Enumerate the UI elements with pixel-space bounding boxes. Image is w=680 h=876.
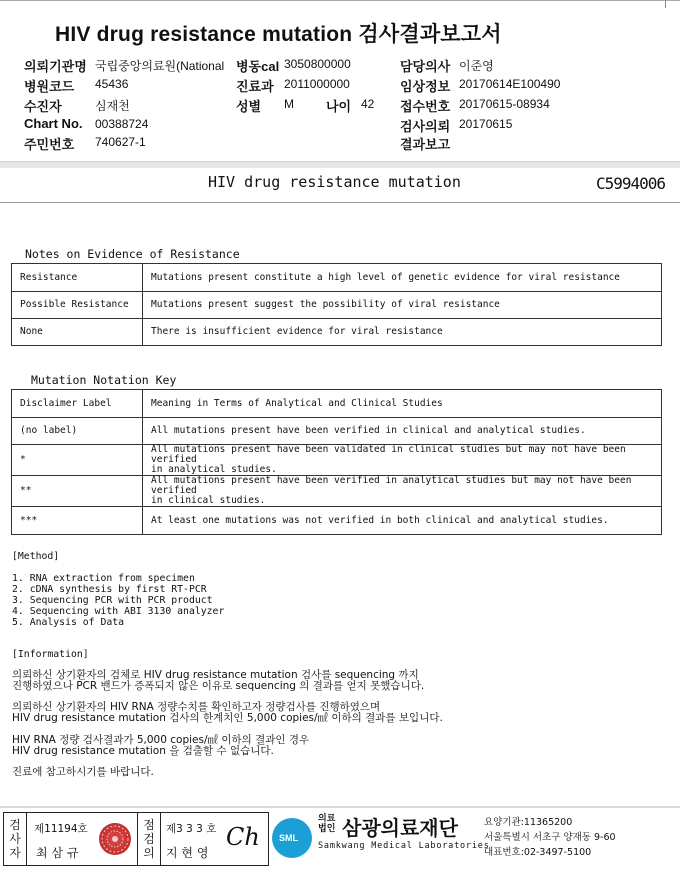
method-step: 4. Sequencing with ABI 3130 analyzer <box>12 606 225 617</box>
method-step: 5. Analysis of Data <box>12 617 125 628</box>
notes-heading: Notes on Evidence of Resistance <box>25 247 240 261</box>
notes-text: There is insufficient evidence for viral resistance <box>143 319 662 346</box>
patient-label: 수진자 <box>24 99 62 114</box>
information-line: HIV RNA 정량 검사결과가 5,000 copies/㎖ 이하의 결과인 경우 <box>12 734 310 746</box>
key-text: All mutations present have been verified in clinical and analytical studies. <box>143 418 662 445</box>
key-text: All mutations present have been validated in clinical studies but may not have been verified <box>151 444 626 465</box>
org-prefix-line: 법인 <box>318 824 336 834</box>
key-text-cell <box>143 445 662 476</box>
sml-logo-icon <box>272 818 312 858</box>
method-step: 1. RNA extraction from specimen <box>12 573 195 584</box>
receipt-no-value: 20170615-08934 <box>459 97 550 111</box>
examiner-char: 자 <box>9 846 21 860</box>
care-institution-no: 요양기관:11365200 <box>484 817 573 828</box>
report-date-label: 결과보고 <box>400 137 451 152</box>
notes-text: Mutations present constitute a high level of genetic evidence for viral resistance <box>143 264 662 292</box>
sex-label: 성별 <box>236 99 262 114</box>
org-english-name: Samkwang Medical Laboratories <box>318 841 490 851</box>
notes-text: Mutations present suggest the possibility of viral resistance <box>143 292 662 319</box>
information-line: 의뢰하신 상기환자의 HIV RNA 정량수치를 확인하고자 정량검사를 진행하였으며 <box>12 701 381 713</box>
key-label: *** <box>12 507 143 535</box>
examiner-license: 제11194호 <box>34 823 88 835</box>
receipt-no-label: 접수번호 <box>400 99 451 114</box>
table-row <box>12 507 662 535</box>
key-label: ** <box>12 476 143 507</box>
table-header-row <box>12 390 662 418</box>
information-heading: [Information] <box>12 649 89 660</box>
report-title: HIV drug resistance mutation 검사결과보고서 <box>55 23 502 46</box>
result-title-rule <box>0 202 680 203</box>
information-line: 진행하였으나 PCR 밴드가 증폭되지 않은 이유로 sequencing 의 결과를 얻지 못했습니다. <box>12 680 425 692</box>
hospital-code-value: 45436 <box>95 77 129 91</box>
examiner-char: 검 <box>9 818 21 832</box>
notes-label: Possible Resistance <box>12 292 143 319</box>
examiner-char: 사 <box>9 832 21 846</box>
column-header: Meaning in Terms of Analytical and Clinical Studies <box>143 390 662 418</box>
org-phone: 대표번호:02-3497-5100 <box>484 847 592 858</box>
key-text: All mutations present have been verified in analytical studies but may not have been verified <box>151 475 632 496</box>
doctor-value: 이준영 <box>459 59 494 73</box>
notes-table <box>11 263 662 346</box>
inspector-char: 검 <box>143 832 155 846</box>
inspector-title <box>138 813 160 860</box>
signature-box <box>3 812 269 866</box>
institution-label: 의뢰기관명 <box>24 59 87 74</box>
key-label: (no label) <box>12 418 143 445</box>
examiner-name: 최 삼 규 <box>36 846 79 860</box>
org-prefix <box>318 814 335 834</box>
resident-no-value: 740627-1 <box>95 135 146 149</box>
seal-pattern-icon <box>99 823 131 855</box>
request-label: 검사의뢰 <box>400 119 451 134</box>
org-prefix-line: 의료 <box>318 814 336 824</box>
org-address: 서울특별시 서초구 양재동 9-60 <box>484 832 616 843</box>
key-text-cell <box>143 476 662 507</box>
sex-value: M <box>284 97 294 111</box>
inspector-char: 점 <box>143 818 155 832</box>
information-line: 진료에 참고하시기를 바랍니다. <box>12 766 154 778</box>
key-text: At least one mutations was not verified in both clinical and analytical studies. <box>143 507 662 535</box>
examiner-title-cell <box>4 813 27 865</box>
section-divider <box>0 161 680 168</box>
clinical-info-value: 20170614E100490 <box>459 77 561 91</box>
method-step: 3. Sequencing PCR with PCR product <box>12 595 213 606</box>
inspector-license: 제3 3 3 호 <box>166 823 217 835</box>
logo-text: SML <box>279 833 298 843</box>
hospital-code-label: 병원코드 <box>24 79 75 94</box>
inspector-name: 지 현 영 <box>166 846 209 860</box>
column-header: Disclaimer Label <box>12 390 143 418</box>
resident-no-label: 주민번호 <box>24 137 75 152</box>
signature: Ch <box>226 823 260 851</box>
key-heading: Mutation Notation Key <box>31 373 177 387</box>
information-line: HIV drug resistance mutation 검사의 한계치인 5,000 copies/㎖ 이하의 결과를 보입니다. <box>12 712 443 724</box>
chart-no-value: 00388724 <box>95 117 149 131</box>
ward-value: 3050800000 <box>284 57 351 71</box>
key-label: * <box>12 445 143 476</box>
method-heading: [Method] <box>12 551 60 562</box>
table-row <box>12 264 662 292</box>
examiner-title <box>4 813 26 860</box>
top-tick <box>665 0 666 8</box>
footer-divider <box>0 806 680 808</box>
method-step: 2. cDNA synthesis by first RT-PCR <box>12 584 207 595</box>
key-text-cont: in analytical studies. <box>151 464 277 475</box>
top-border <box>0 0 680 1</box>
institution-value: 국립중앙의료원(National <box>95 59 225 73</box>
age-label: 나이 <box>326 99 352 114</box>
result-title: HIV drug resistance mutation <box>208 173 461 191</box>
request-value: 20170615 <box>459 117 513 131</box>
dept-label: 진료과 <box>236 79 274 94</box>
table-row <box>12 445 662 476</box>
chart-no-label: Chart No. <box>24 116 83 131</box>
age-value: 42 <box>361 97 375 111</box>
inspector-title-cell <box>137 813 161 865</box>
information-line: 의뢰하신 상기환자의 검체로 HIV drug resistance mutation 검사를 sequencing 까지 <box>12 669 419 681</box>
ward-label: 병동cal <box>236 59 280 74</box>
patient-value: 심재천 <box>95 99 130 113</box>
seal-stamp <box>99 823 131 855</box>
table-row <box>12 476 662 507</box>
information-line: HIV drug resistance mutation 을 검출할 수 없습니다. <box>12 745 274 757</box>
dept-value: 2011000000 <box>284 77 350 91</box>
doctor-label: 담당의사 <box>400 59 451 74</box>
key-table <box>11 389 662 535</box>
clinical-info-label: 임상정보 <box>400 79 451 94</box>
org-name: 삼광의료재단 <box>342 816 458 840</box>
test-code: C5994006 <box>596 174 666 193</box>
notes-label: Resistance <box>12 264 143 292</box>
table-row <box>12 319 662 346</box>
table-row <box>12 292 662 319</box>
table-row <box>12 418 662 445</box>
key-text-cont: in clinical studies. <box>151 495 266 506</box>
inspector-char: 의 <box>143 846 155 860</box>
notes-label: None <box>12 319 143 346</box>
